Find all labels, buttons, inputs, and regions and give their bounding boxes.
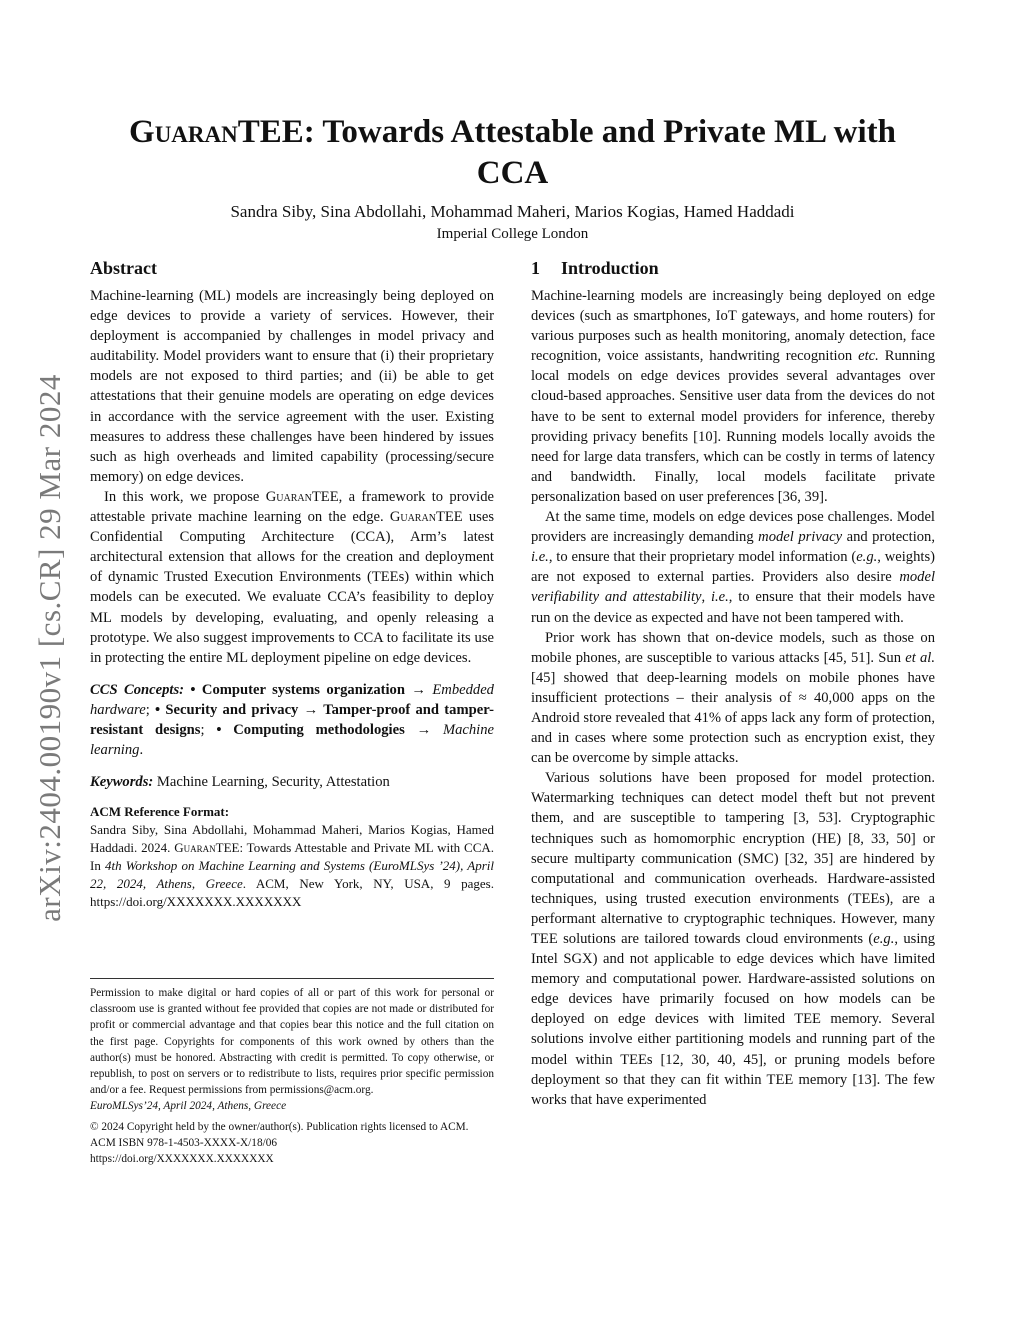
acm-reference-heading: ACM Reference Format: — [90, 804, 230, 820]
abstract-paragraph-2: In this work, we propose GuaranTEE, a framework to provide attestable private machine learning on the edge. GuaranTEE uses Confidential Computing Architecture (CCA), Arm’s latest architectural extension that allows for the creation and deployment of dynamic Trusted Execution Environments (TEEs) within which models can be executed. We evaluate CCA’s feasibility to deploy ML models by developing, evaluating, and openly releasing a prototype. We also suggest improvements to CCA to facilitate its use in protecting the entire ML deployment pipeline on edge devices. — [90, 488, 495, 666]
arxiv-stamp — [20, 345, 80, 950]
intro-paragraph-4: Various solutions have been proposed for model protection. Watermarking techniques can detect model theft but not prevent them, and are susceptible to tampering [3, 53]. Cryptographic techniques such as homomorphic encryption (HE) [8, 33, 50] or secure multiparty communication (SMC) [32, 35] are hindered by computational and communication overheads. Hardware-assisted techniques, using trusted execution environments (TEEs), are a performant alternative to cryptographic techniques. However, many TEE solutions are tailored towards cloud environments (e.g., using Intel SGX) and not applicable to edge devices which have limited memory and computational power. Hardware-assisted solutions on edge devices have primarily focused on how models can be deployed on edge devices with limited TEE memory. Several solutions involve either partitioning models and running part of the model within TEEs [12, 30, 40, 45], or pruning models before deployment so that they can fit within TEE memory [13]. The few works that have experimented — [531, 770, 936, 1108]
title-block — [90, 112, 935, 244]
keywords: Keywords: Machine Learning, Security, Attestation — [90, 774, 390, 791]
abstract-heading: Abstract — [90, 258, 157, 278]
abstract-paragraph-1: Machine-learning (ML) models are increasingly being deployed on edge devices to provide a variety of services. However, their deployment is accompanied by challenges in model privacy and auditability. Model providers want to ensure that (i) their proprietary models are not exposed to third parties; and (ii) be able to get attestations that their genuine models are operating on edge devices in accordance with the service agreement with the user. Existing measures to address these challenges have been hindered by issues such as high overheads and limited capability (processing/secure memory) on edge devices. — [90, 288, 494, 485]
title-rest: TEE: Towards Attestable and Private ML with CCA — [237, 114, 896, 191]
copyright-footnote — [90, 978, 494, 1167]
intro-paragraph-2: At the same time, models on edge devices pose challenges. Model providers are increasingly demanding model privacy and protection, i.e., to ensure that their proprietary model information (e.g., weights) are not exposed to external parties. Providers also desire model verifiability and attestability, i.e., to ensure that their models have run on the device as expected and have not been tampered with. — [531, 509, 935, 626]
intro-paragraph-1: Machine-learning models are increasingly being deployed on edge devices (such as smartphones, IoT gateways, and home routers) for various purposes such as health monitoring, anomaly detection, face recognition, voice assistants, handwriting recognition etc. Running local models on edge devices provides several advantages over cloud-based approaches. Sensitive user data from the devices do not have to be sent to external model providers for inference, thereby providing privacy benefits [10]. Running models locally avoids the need for large data transfers, which can be costly in terms of latency and bandwidth. Finally, local models facilitate private personalization based on user preferences [36, 39]. — [531, 288, 935, 505]
author-list: Sandra Siby, Sina Abdollahi, Mohammad Maheri, Marios Kogias, Hamed Haddadi — [230, 202, 795, 221]
ccs-concepts: CCS Concepts: • Computer systems organization → Embedded hardware; • Security and privacy → Tamper-proof and tamper-resistant designs; • Computing methodologies → Machine learning. — [90, 681, 495, 759]
left-column — [90, 256, 494, 911]
arxiv-id: arXiv:2404.00190v1 [cs.CR] 29 Mar 2024 — [32, 373, 68, 922]
copyright-line: © 2024 Copyright held by the owner/author(s). Publication rights licensed to ACM. — [90, 1120, 469, 1133]
footnote-venue: EuroMLSys’24, April 2024, Athens, Greece — [90, 1100, 287, 1113]
affiliation: Imperial College London — [436, 226, 589, 242]
isbn-line: ACM ISBN 978-1-4503-XXXX-X/18/06 — [90, 1136, 278, 1149]
intro-paragraph-3: Prior work has shown that on-device models, such as those on mobile phones, are susceptible to various attacks [45, 51]. Sun et al. [45] showed that deep-learning models on mobile phones have insufficient protections – their analysis of ≈ 40,000 apps on the Android store revealed that 41% of apps lack any form of protection, and in cases where some protection such as encryption exist, they can be overcome by simple attacks. — [531, 629, 935, 767]
title-smallcaps: Guaran — [129, 114, 238, 150]
doi-link[interactable]: https://doi.org/XXXXXXX.XXXXXXX — [90, 1153, 274, 1166]
paper-title — [90, 112, 935, 194]
right-column — [531, 256, 935, 1110]
acm-reference-text: Sandra Siby, Sina Abdollahi, Mohammad Maheri, Marios Kogias, Hamed Haddadi. 2024. GuaranTEE: Towards Attestable and Private ML with CCA. In 4th Workshop on Machine Learning and Systems (EuroMLSys ’24), April 22, 2024, Athens, Greece. ACM, New York, NY, USA, 9 pages. https://doi.org/XXXXXXX.XXXXXXX — [90, 822, 494, 910]
introduction-heading: 1 Introduction — [531, 258, 659, 278]
permission-notice: Permission to make digital or hard copies of all or part of this work for personal or classroom use is granted without fee provided that copies are not made or distributed for profit or commercial advantage and that copies bear this notice and the full citation on the first page. Copyrights for components of this work owned by others than the author(s) must be honored. Abstracting with credit is permitted. To copy otherwise, or republish, to post on servers or to redistribute to lists, requires prior specific permission and/or a fee. Request permissions from permissions@acm.org. — [90, 987, 494, 1097]
